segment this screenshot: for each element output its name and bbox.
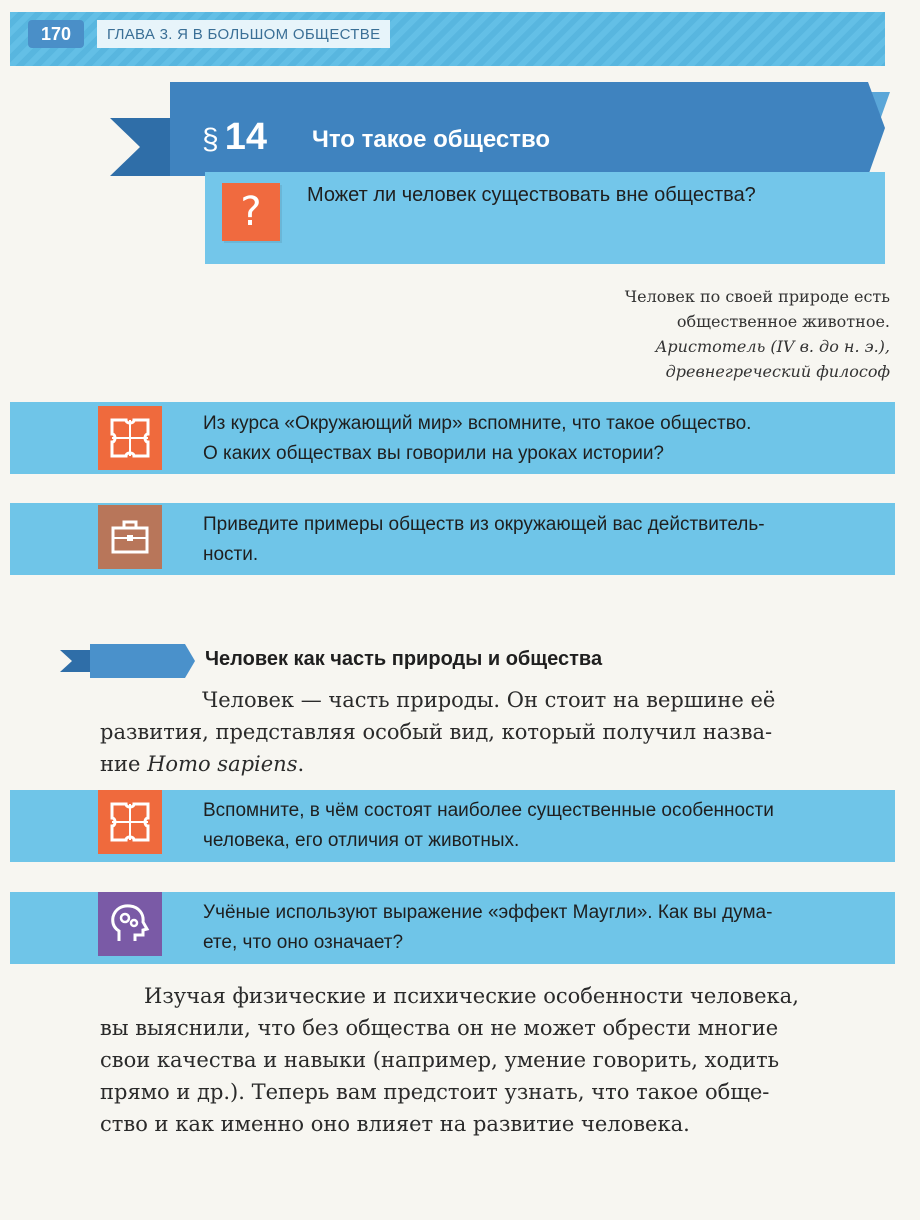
closing-paragraph: [100, 980, 799, 1140]
paragraph-line: Человек — часть природы. Он стоит на вершине её: [202, 688, 776, 712]
section-label: [202, 116, 267, 159]
paragraph-line: ство и как именно оно влияет на развитие человека.: [100, 1112, 690, 1136]
task-line: Вспомните, в чём состоят наиболее существенные особенности: [203, 800, 774, 821]
task-line: ности.: [203, 544, 259, 565]
task-line: Приведите примеры обществ из окружающей вас действитель-: [203, 514, 765, 535]
paragraph-line: Изучая физические и психические особенности человека,: [144, 984, 799, 1008]
paragraph-line: развития, представляя особый вид, который получил назва-: [100, 720, 773, 744]
chapter-title: ГЛАВА 3. Я В БОЛЬШОМ ОБЩЕСТВЕ: [97, 20, 390, 48]
epigraph-author: Аристотель (IV в. до н. э.),: [655, 337, 890, 356]
task-line: Учёные используют выражение «эффект Маугли». Как вы дума-: [203, 902, 773, 923]
task-text: [203, 898, 772, 958]
puzzle-icon: [98, 790, 162, 854]
task-text: [203, 409, 751, 469]
section-title: Что такое общество: [312, 126, 551, 153]
latin-term: Homo sapiens: [147, 752, 298, 776]
page-number: 170: [28, 20, 84, 48]
head-gears-icon: [98, 892, 162, 956]
task-line: человека, его отличия от животных.: [203, 830, 520, 851]
subsection-heading: Человек как часть природы и общества: [205, 648, 603, 670]
key-question: Может ли человек существовать вне общества?: [307, 184, 756, 206]
paragraph-line: вы выяснили, что без общества он не может обрести многие: [100, 1016, 779, 1040]
task-line: О каких обществах вы говорили на уроках истории?: [203, 443, 665, 464]
section-number: 14: [224, 116, 267, 158]
epigraph-quote-line: общественное животное.: [676, 312, 890, 331]
subsection-ribbon-icon: [0, 640, 200, 682]
task-text: [203, 510, 765, 570]
epigraph-quote-line: Человек по своей природе есть: [624, 287, 890, 306]
paragraph-line: прямо и др.). Теперь вам предстоит узнать, что такое обще-: [100, 1080, 770, 1104]
epigraph: [470, 284, 890, 384]
epigraph-author-desc: древнегреческий философ: [665, 362, 890, 381]
paragraph-line: [100, 748, 775, 780]
subsection-paragraph: [100, 684, 775, 780]
task-text: [203, 796, 774, 856]
briefcase-icon: [98, 505, 162, 569]
puzzle-icon: [98, 406, 162, 470]
text-span: ние: [100, 752, 148, 776]
text-span: .: [297, 752, 305, 776]
task-line: ете, что оно означает?: [203, 932, 404, 953]
section-symbol: §: [202, 123, 219, 156]
paragraph-line: свои качества и навыки (например, умение говорить, ходить: [100, 1048, 780, 1072]
question-mark-icon: ?: [222, 183, 280, 241]
task-line: Из курса «Окружающий мир» вспомните, что такое общество.: [203, 413, 752, 434]
